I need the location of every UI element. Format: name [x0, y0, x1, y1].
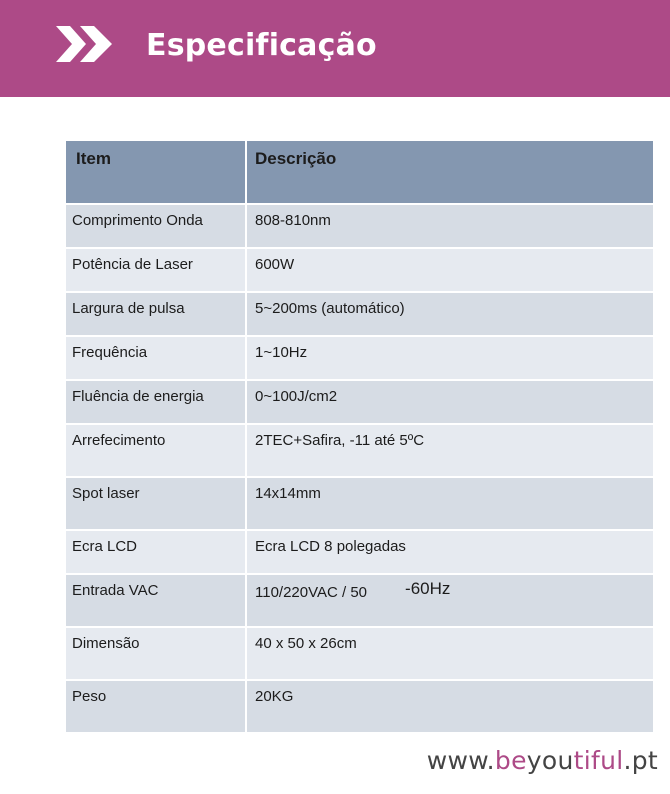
row-description: Ecra LCD 8 polegadas	[246, 530, 654, 574]
row-item: Potência de Laser	[66, 248, 246, 292]
table-row	[66, 204, 654, 248]
table-row	[66, 477, 654, 530]
row-description	[246, 574, 654, 627]
row-description: 600W	[246, 248, 654, 292]
row-description: 40 x 50 x 26cm	[246, 627, 654, 680]
row-item: Spot laser	[66, 477, 246, 530]
table-row	[66, 336, 654, 380]
row-description: 0~100J/cm2	[246, 380, 654, 424]
table-header-row	[66, 141, 654, 204]
row-description: 1~10Hz	[246, 336, 654, 380]
table-row	[66, 574, 654, 627]
table-row	[66, 292, 654, 336]
url-brand-tiful: tiful	[573, 746, 624, 775]
table-row	[66, 627, 654, 680]
url-suffix: .pt	[623, 746, 658, 775]
table-row	[66, 248, 654, 292]
url-brand-you: you	[526, 746, 574, 775]
row-description: 14x14mm	[246, 477, 654, 530]
table-row	[66, 380, 654, 424]
website-url[interactable]	[427, 746, 658, 775]
row-item: Peso	[66, 680, 246, 733]
url-brand-be: be	[494, 746, 527, 775]
row-item: Comprimento Onda	[66, 204, 246, 248]
row-item: Dimensão	[66, 627, 246, 680]
row-description: 5~200ms (automático)	[246, 292, 654, 336]
row-description: 20KG	[246, 680, 654, 733]
page-title: Especificação	[146, 28, 377, 63]
header-band	[0, 0, 670, 97]
row-description: 808-810nm	[246, 204, 654, 248]
row-item: Arrefecimento	[66, 424, 246, 477]
row-item: Frequência	[66, 336, 246, 380]
vac-frequency: -60Hz	[405, 579, 451, 598]
column-header-item: Item	[66, 141, 246, 204]
row-item: Largura de pulsa	[66, 292, 246, 336]
url-prefix: www.	[426, 746, 495, 775]
table-row	[66, 530, 654, 574]
row-item: Ecra LCD	[66, 530, 246, 574]
row-description: 2TEC+Safira, -11 até 5ºC	[246, 424, 654, 477]
row-item: Fluência de energia	[66, 380, 246, 424]
table-row	[66, 680, 654, 733]
double-chevron-right-icon	[56, 26, 118, 62]
column-header-description: Descrição	[246, 141, 654, 204]
vac-voltage: 110/220VAC / 50	[255, 584, 368, 601]
specification-table	[66, 141, 655, 734]
row-item: Entrada VAC	[66, 574, 246, 627]
table-row	[66, 424, 654, 477]
